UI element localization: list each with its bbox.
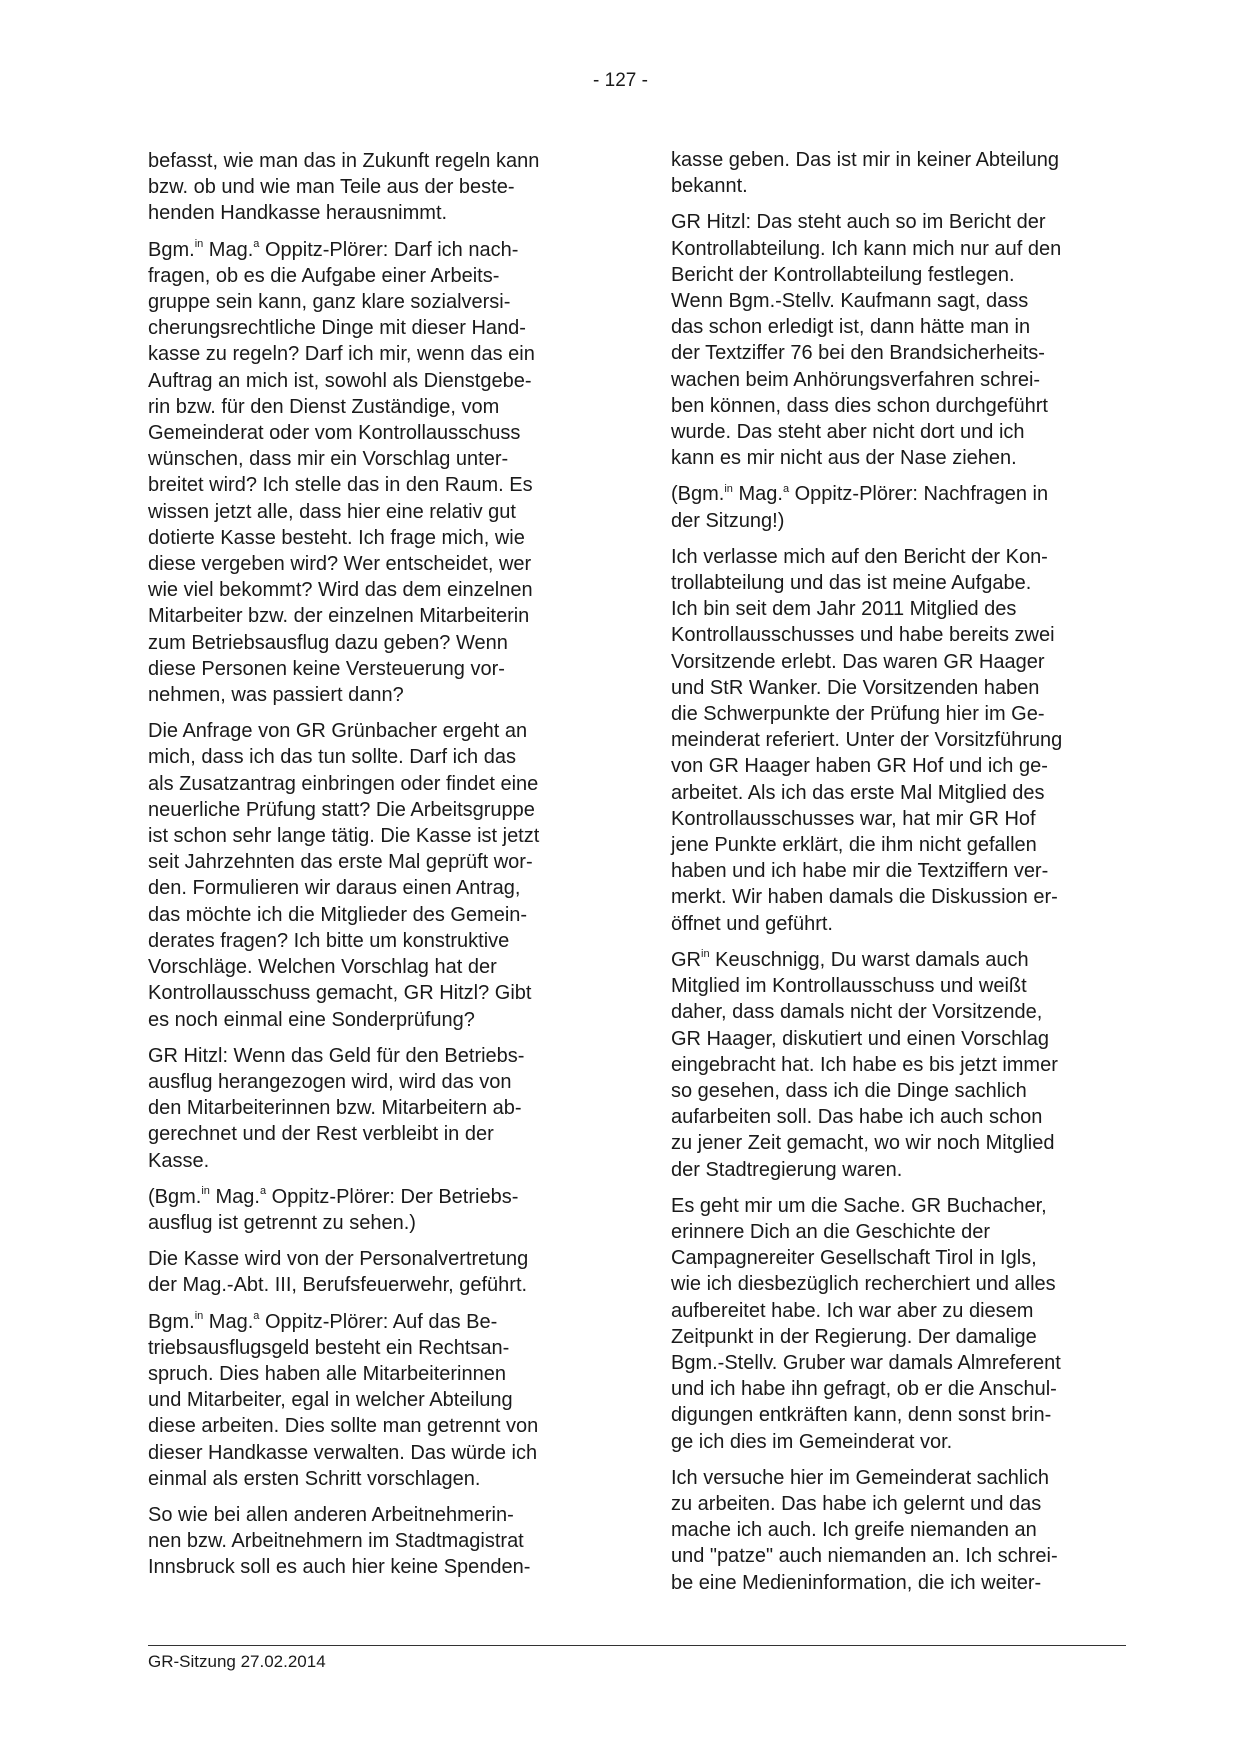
text-line: und StR Wanker. Die Vorsitzenden haben (671, 676, 1040, 699)
text-line: zum Betriebsausflug dazu geben? Wenn (148, 631, 508, 654)
text-line: arbeitet. Als ich das erste Mal Mitglied des (671, 781, 1045, 804)
text-line: Kasse. (148, 1149, 210, 1172)
text-line: (Bgm.$^{in}$ Mag.$^a$ Oppitz-Plörer: Nachfragen in (671, 482, 1049, 506)
text-line: erinnere Dich an die Geschichte der (671, 1220, 991, 1243)
text-line: mache ich auch. Ich greife niemanden an (671, 1519, 1037, 1542)
text-line: triebsausflugsgeld besteht ein Rechtsan- (148, 1336, 510, 1359)
text-line: Mitglied im Kontrollausschuss und weißt (671, 975, 1027, 998)
text-line: die Schwerpunkte der Prüfung hier im Ge- (671, 703, 1045, 726)
paragraph (671, 1465, 1126, 1596)
text-line: und "patze" auch niemanden an. Ich schrei- (671, 1545, 1058, 1568)
paragraph (148, 1184, 600, 1236)
text-line: nen bzw. Arbeitnehmern im Stadtmagistrat (148, 1530, 524, 1553)
text-line: aufbereitet habe. Ich war aber zu diesem (671, 1299, 1034, 1322)
text-line: Die Kasse wird von der Personalvertretung (148, 1248, 529, 1271)
right-column (671, 147, 1126, 1606)
paragraph (671, 947, 1126, 1183)
text-line: Mitarbeiter bzw. der einzelnen Mitarbeiterin (148, 605, 530, 628)
text-line: Zeitpunkt in der Regierung. Der damalige (671, 1325, 1037, 1348)
text-line: diese vergeben wird? Wer entscheidet, wer (148, 553, 532, 576)
paragraph (671, 209, 1126, 471)
paragraph (671, 1193, 1126, 1455)
text-line: diese arbeiten. Dies sollte man getrennt von (148, 1415, 539, 1438)
text-line: Auftrag an mich ist, sowohl als Dienstgebe- (148, 369, 532, 392)
text-line: GR Hitzl: Wenn das Geld für den Betriebs- (148, 1044, 525, 1067)
text-line: es noch einmal eine Sonderprüfung? (148, 1008, 475, 1031)
text-line: spruch. Dies haben alle Mitarbeiterinnen (148, 1362, 506, 1385)
text-line: dotierte Kasse besteht. Ich frage mich, wie (148, 526, 525, 549)
text-line: ausflug herangezogen wird, wird das von (148, 1070, 512, 1093)
text-line: rin bzw. für den Dienst Zuständige, vom (148, 395, 500, 418)
text-line: nehmen, was passiert dann? (148, 684, 404, 707)
paragraph (148, 718, 600, 1032)
text-line: GR Haager, diskutiert und einen Vorschlag (671, 1027, 1049, 1050)
page-number: - 127 - (593, 70, 648, 91)
text-line: ge ich dies im Gemeinderat vor. (671, 1430, 953, 1453)
text-line: fragen, ob es die Aufgabe einer Arbeits- (148, 264, 500, 287)
text-line: wie viel bekommt? Wird das dem einzelnen (148, 579, 533, 602)
text-line: und ich habe ihn gefragt, ob er die Anschul- (671, 1378, 1057, 1401)
text-line: henden Handkasse herausnimmt. (148, 202, 448, 225)
text-line: der Mag.-Abt. III, Berufsfeuerwehr, geführt. (148, 1274, 528, 1297)
text-line: ist schon sehr lange tätig. Die Kasse ist jetzt (148, 825, 540, 848)
text-line: mich, dass ich das tun sollte. Darf ich das (148, 746, 516, 769)
text-line: Gemeinderat oder vom Kontrollausschuss (148, 422, 521, 445)
text-line: Es geht mir um die Sache. GR Buchacher, (671, 1194, 1047, 1217)
text-line: zu arbeiten. Das habe ich gelernt und das (671, 1492, 1042, 1515)
paragraph (148, 237, 600, 709)
text-line: der Sitzung!) (671, 509, 785, 532)
text-line: wie ich diesbezüglich recherchiert und alles (671, 1273, 1056, 1296)
text-line: ausflug ist getrennt zu sehen.) (148, 1211, 416, 1234)
text-line: Bgm.$^{in}$ Mag.$^a$ Oppitz-Plörer: Auf das Be- (148, 1309, 498, 1333)
text-line: so gesehen, dass ich die Dinge sachlich (671, 1079, 1027, 1102)
text-line: Kontrollausschusses und habe bereits zwei (671, 624, 1055, 647)
paragraph (148, 1043, 600, 1174)
text-line: wünschen, dass mir ein Vorschlag unter- (148, 448, 509, 471)
text-line: Kontrollausschuss gemacht, GR Hitzl? Gibt (148, 982, 532, 1005)
text-line: wurde. Das steht aber nicht dort und ich (671, 421, 1025, 444)
text-line: öffnet und geführt. (671, 912, 833, 935)
text-line: Wenn Bgm.-Stellv. Kaufmann sagt, dass (671, 290, 1029, 313)
text-line: kann es mir nicht aus der Nase ziehen. (671, 447, 1017, 470)
text-line: aufarbeiten soll. Das habe ich auch schon (671, 1106, 1043, 1129)
text-line: das möchte ich die Mitglieder des Gemein- (148, 903, 528, 926)
text-line: und Mitarbeiter, egal in welcher Abteilung (148, 1389, 513, 1412)
text-line: Vorschläge. Welchen Vorschlag hat der (148, 956, 497, 979)
text-line: kasse geben. Das ist mir in keiner Abteilung (671, 149, 1059, 171)
text-line: gruppe sein kann, ganz klare sozialversi- (148, 291, 511, 314)
paragraph (148, 1309, 600, 1492)
text-line: kasse zu regeln? Darf ich mir, wenn das ein (148, 343, 535, 366)
text-line: $GR^{in}$ Keuschnigg, Du warst damals auch (671, 948, 1029, 971)
text-line: daher, dass damals nicht der Vorsitzende, (671, 1001, 1043, 1024)
text-line: GR Hitzl: Das steht auch so im Bericht der (671, 211, 1046, 234)
text-line: der Textziffer 76 bei den Brandsicherheits- (671, 342, 1045, 365)
text-line: Vorsitzende erlebt. Das waren GR Haager (671, 650, 1045, 673)
text-line: gerechnet und der Rest verbleibt in der (148, 1123, 494, 1146)
text-line: merkt. Wir haben damals die Diskussion er- (671, 886, 1058, 909)
text-line: wissen jetzt alle, dass hier eine relativ gut (148, 500, 516, 523)
text-line: ben können, dass dies schon durchgeführt (671, 394, 1048, 417)
text-line: Bgm.$^{in}$ Mag.$^a$ Oppitz-Plörer: Darf ich nach- (148, 237, 519, 261)
text-line: Kontrollabteilung. Ich kann mich nur auf den (671, 237, 1062, 260)
paragraph (671, 544, 1126, 937)
text-line: dieser Handkasse verwalten. Das würde ich (148, 1441, 538, 1464)
text-line: von GR Haager haben GR Hof und ich ge- (671, 755, 1048, 778)
text-line: breitet wird? Ich stelle das in den Raum. Es (148, 474, 533, 497)
paragraph (148, 1502, 600, 1581)
text-line: Ich verlasse mich auf den Bericht der Kon- (671, 545, 1048, 568)
text-line: So wie bei allen anderen Arbeitnehmerin- (148, 1503, 514, 1526)
paragraph (148, 148, 600, 227)
text-line: einmal als ersten Schritt vorschlagen. (148, 1467, 481, 1490)
text-line: als Zusatzantrag einbringen oder findet eine (148, 772, 539, 795)
text-line: den. Formulieren wir daraus einen Antrag, (148, 877, 521, 900)
text-line: jene Punkte erklärt, die ihm nicht gefallen (671, 834, 1037, 857)
text-line: diese Personen keine Versteuerung vor- (148, 657, 505, 680)
text-line: (Bgm.$^{in}$ Mag.$^a$ Oppitz-Plörer: Der Betriebs- (148, 1185, 519, 1208)
text-line: seit Jahrzehnten das erste Mal geprüft wor- (148, 851, 533, 874)
text-line: meinderat referiert. Unter der Vorsitzführung (671, 729, 1063, 752)
text-line: derates fragen? Ich bitte um konstruktive (148, 929, 510, 952)
text-line: trollabteilung und das ist meine Aufgabe. (671, 572, 1032, 595)
text-line: be eine Medieninformation, die ich weiter- (671, 1571, 1042, 1594)
text-line: neuerliche Prüfung statt? Die Arbeitsgruppe (148, 798, 535, 821)
text-line: Bericht der Kontrollabteilung festlegen. (671, 263, 1015, 286)
text-line: zu jener Zeit gemacht, wo wir noch Mitglied (671, 1132, 1055, 1155)
text-line: befasst, wie man das in Zukunft regeln kann (148, 150, 540, 172)
text-line: bzw. ob und wie man Teile aus der beste- (148, 176, 515, 199)
text-line: Bgm.-Stellv. Gruber war damals Almreferent (671, 1351, 1061, 1374)
text-line: Innsbruck soll es auch hier keine Spenden- (148, 1556, 531, 1579)
footer-session-date: GR-Sitzung 27.02.2014 (148, 1652, 326, 1671)
text-line: Ich bin seit dem Jahr 2011 Mitglied des (671, 598, 1017, 621)
text-line: der Stadtregierung waren. (671, 1158, 903, 1181)
text-line: wachen beim Anhörungsverfahren schrei- (671, 368, 1041, 391)
text-line: Die Anfrage von GR Grünbacher ergeht an (148, 720, 528, 743)
text-line: eingebracht hat. Ich habe es bis jetzt immer (671, 1053, 1058, 1076)
footer-divider (148, 1645, 1126, 1646)
paragraph (148, 1246, 600, 1298)
text-line: bekannt. (671, 175, 748, 198)
text-line: haben und ich habe mir die Textziffern ver- (671, 860, 1049, 883)
text-line: Ich versuche hier im Gemeinderat sachlich (671, 1466, 1049, 1489)
text-line: digungen entkräften kann, denn sonst brin- (671, 1404, 1052, 1427)
paragraph (671, 481, 1126, 533)
text-line: das schon erledigt ist, dann hätte man in (671, 316, 1031, 339)
text-line: Kontrollausschusses war, hat mir GR Hof (671, 807, 1036, 830)
paragraph (671, 147, 1126, 199)
text-line: cherungsrechtliche Dinge mit dieser Hand- (148, 317, 526, 340)
text-line: den Mitarbeiterinnen bzw. Mitarbeitern ab- (148, 1097, 522, 1120)
left-column (148, 148, 600, 1591)
text-line: Campagnereiter Gesellschaft Tirol in Igls, (671, 1247, 1037, 1270)
